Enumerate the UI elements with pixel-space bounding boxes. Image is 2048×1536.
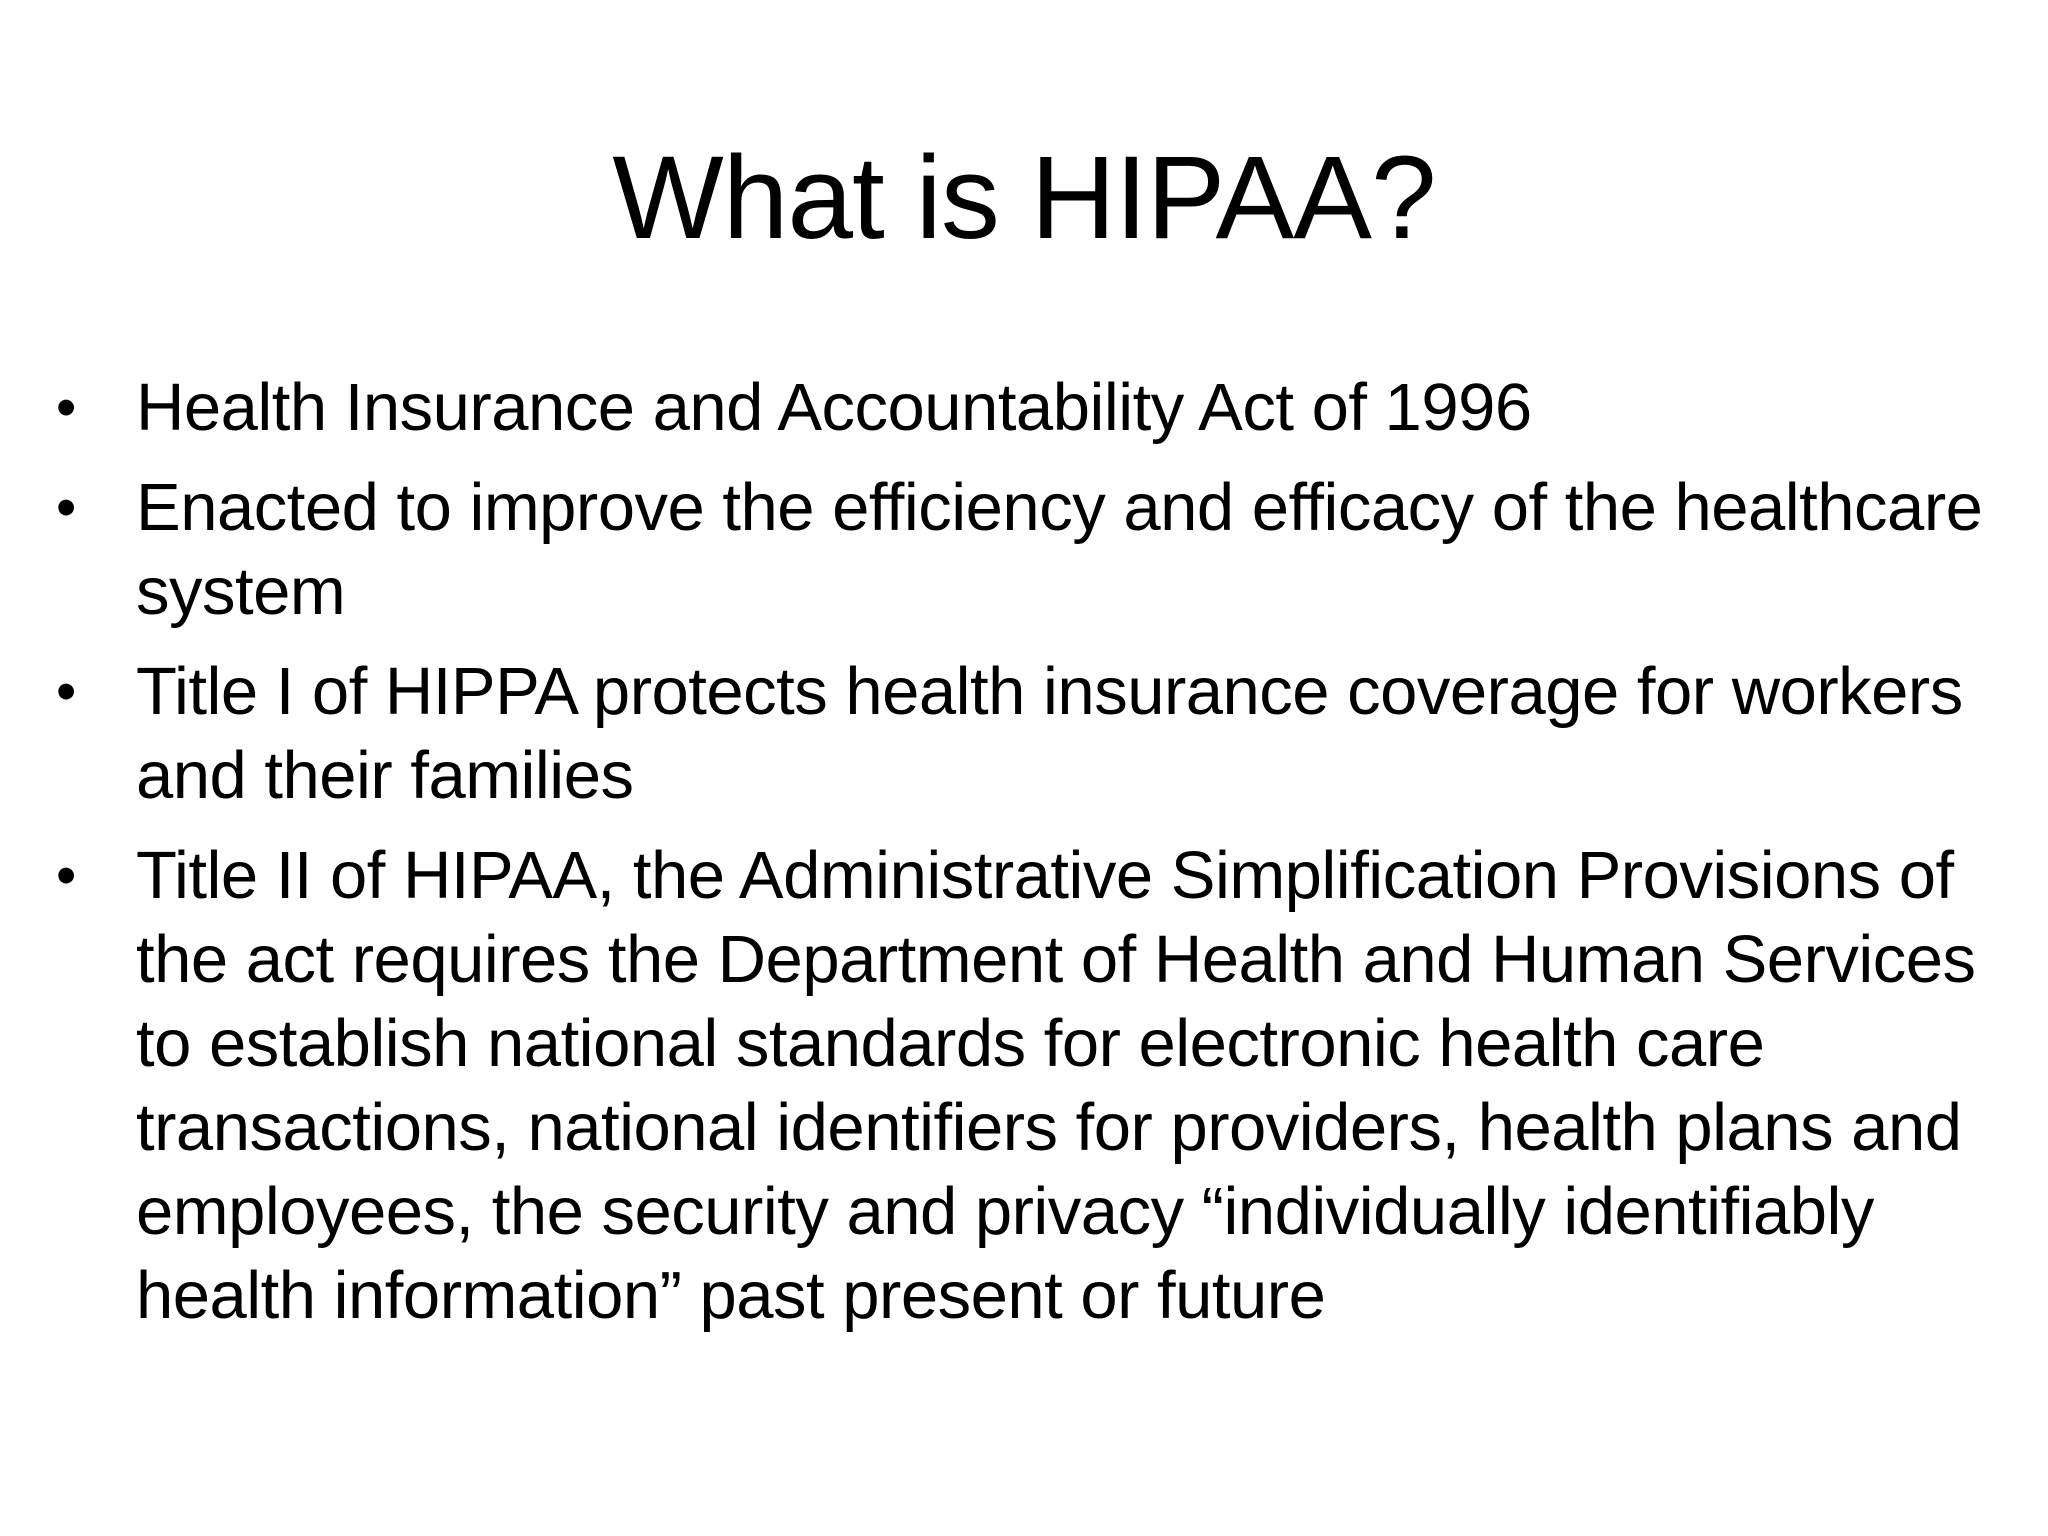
bullet-list	[54, 366, 1984, 1354]
bullet-icon: •	[56, 475, 77, 540]
bullet-icon: •	[56, 843, 77, 908]
slide-title: What is HIPAA?	[612, 132, 1436, 264]
bullet-item	[54, 650, 1984, 818]
bullet-icon: •	[56, 659, 77, 724]
bullet-text: Title I of HIPPA protects health insurance coverage for workers and their families	[136, 654, 1963, 813]
bullet-item	[54, 834, 1984, 1338]
bullet-item	[54, 366, 1984, 450]
bullet-text: Health Insurance and Accountability Act of 1996	[136, 370, 1532, 445]
bullet-icon: •	[56, 375, 77, 440]
bullet-item	[54, 466, 1984, 634]
bullet-text: Title II of HIPAA, the Administrative Simplification Provisions of the act requires the Department of Health and Human Services to establish national standards for electronic health care transactions, national identifiers for providers, health plans and employees, the security and privacy “individually identifiably health information” past present or future	[136, 838, 1976, 1333]
bullet-text: Enacted to improve the efficiency and efficacy of the healthcare system	[136, 470, 1983, 629]
